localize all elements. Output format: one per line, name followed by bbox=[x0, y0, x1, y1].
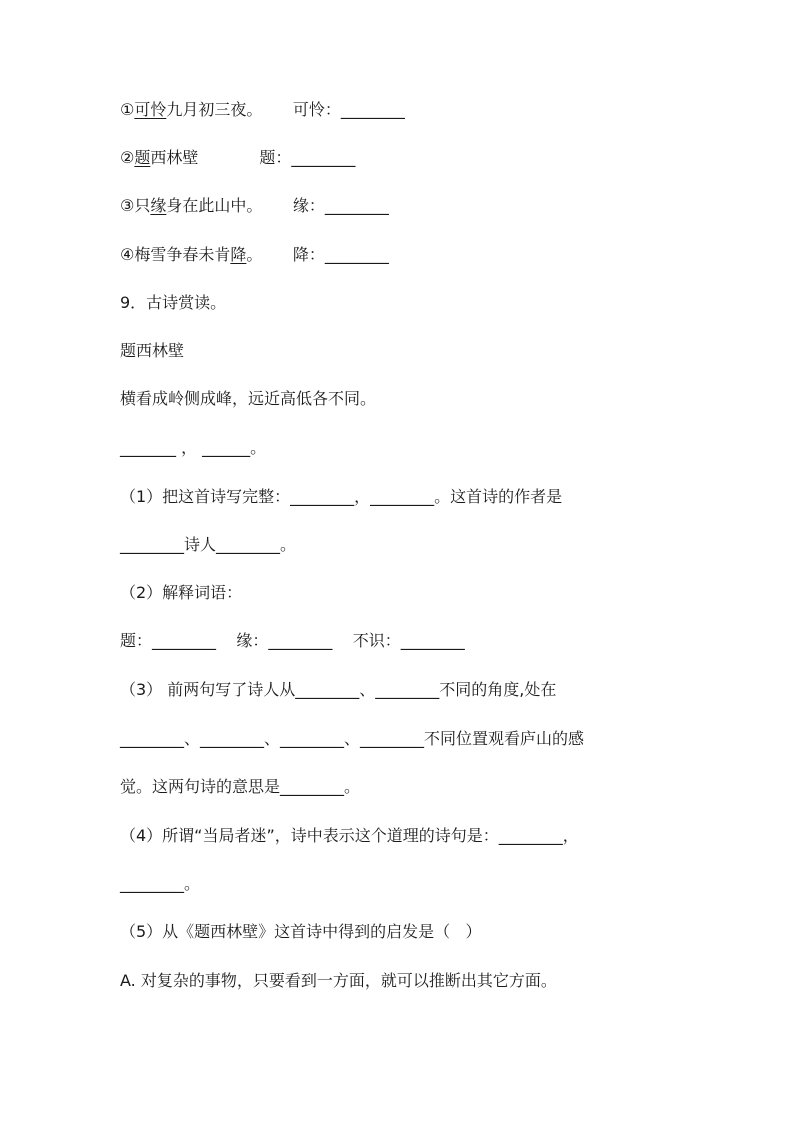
q8-item-2-answer-blank: 题：________ bbox=[259, 148, 356, 167]
q8-item-4-answer-blank: 降：________ bbox=[292, 245, 389, 264]
q8-item-4-text: 。 bbox=[246, 245, 263, 264]
q9-part-1-line-2: ________诗人________。 bbox=[120, 535, 297, 554]
q9-part-3-line-1: （3） 前两句写了诗人从________、________不同的角度,处在 bbox=[120, 680, 557, 699]
q8-item-1-number: ① bbox=[120, 100, 135, 119]
q8-item-3-number: ③ bbox=[120, 196, 135, 215]
q8-item-4-number: ④ bbox=[120, 245, 135, 264]
poem-title: 题西林壁 bbox=[120, 341, 185, 360]
q9-part-1-line-1: （1）把这首诗写完整：________，________。这首诗的作者是 bbox=[120, 487, 563, 506]
q8-item-2-text: 西林壁 bbox=[150, 148, 199, 167]
q9-option-a: A. 对复杂的事物，只要看到一方面，就可以推断出其它方面。 bbox=[120, 971, 557, 990]
q8-item-4-prefix: 梅雪争春未肯 bbox=[134, 245, 231, 264]
q8-item-4 bbox=[120, 244, 389, 266]
q8-item-1 bbox=[120, 99, 405, 121]
q9-part-3-line-3: 觉。这两句诗的意思是________。 bbox=[120, 777, 361, 796]
q8-item-3 bbox=[120, 195, 389, 217]
q8-item-2 bbox=[120, 147, 355, 169]
q8-item-3-prefix: 只 bbox=[134, 196, 151, 215]
q8-item-4-keyword: 降 bbox=[230, 245, 247, 264]
q8-item-2-number: ② bbox=[120, 148, 135, 167]
q8-item-1-text: 九月初三夜。 bbox=[166, 100, 263, 119]
q9-part-2-blanks: 题：________ 缘：________ 不识：________ bbox=[120, 631, 465, 650]
q8-item-2-keyword: 题 bbox=[134, 148, 151, 167]
q9-part-2: （2）解释词语： bbox=[120, 583, 243, 602]
q9-heading: 9．古诗赏读。 bbox=[120, 293, 227, 312]
poem-line-2-blanks: _______ ， ______。 bbox=[120, 438, 267, 457]
q8-item-1-keyword: 可怜 bbox=[134, 100, 167, 119]
poem-line-1: 横看成岭侧成峰，远近高低各不同。 bbox=[120, 389, 377, 408]
q8-item-1-answer-blank: 可怜：________ bbox=[292, 100, 405, 119]
q8-item-3-answer-blank: 缘：________ bbox=[292, 196, 389, 215]
q8-item-3-text: 身在此山中。 bbox=[166, 196, 263, 215]
q8-item-3-keyword: 缘 bbox=[150, 196, 167, 215]
q9-part-3-line-2: ________、________、________、________不同位置观看庐山的感 bbox=[120, 729, 585, 748]
q9-part-4-line-1: （4）所谓“当局者迷”，诗中表示这个道理的诗句是：________， bbox=[120, 826, 579, 845]
q9-part-4-line-2: ________。 bbox=[120, 874, 201, 893]
q9-part-5: （5）从《题西林壁》这首诗中得到的启发是（ ） bbox=[120, 922, 482, 941]
